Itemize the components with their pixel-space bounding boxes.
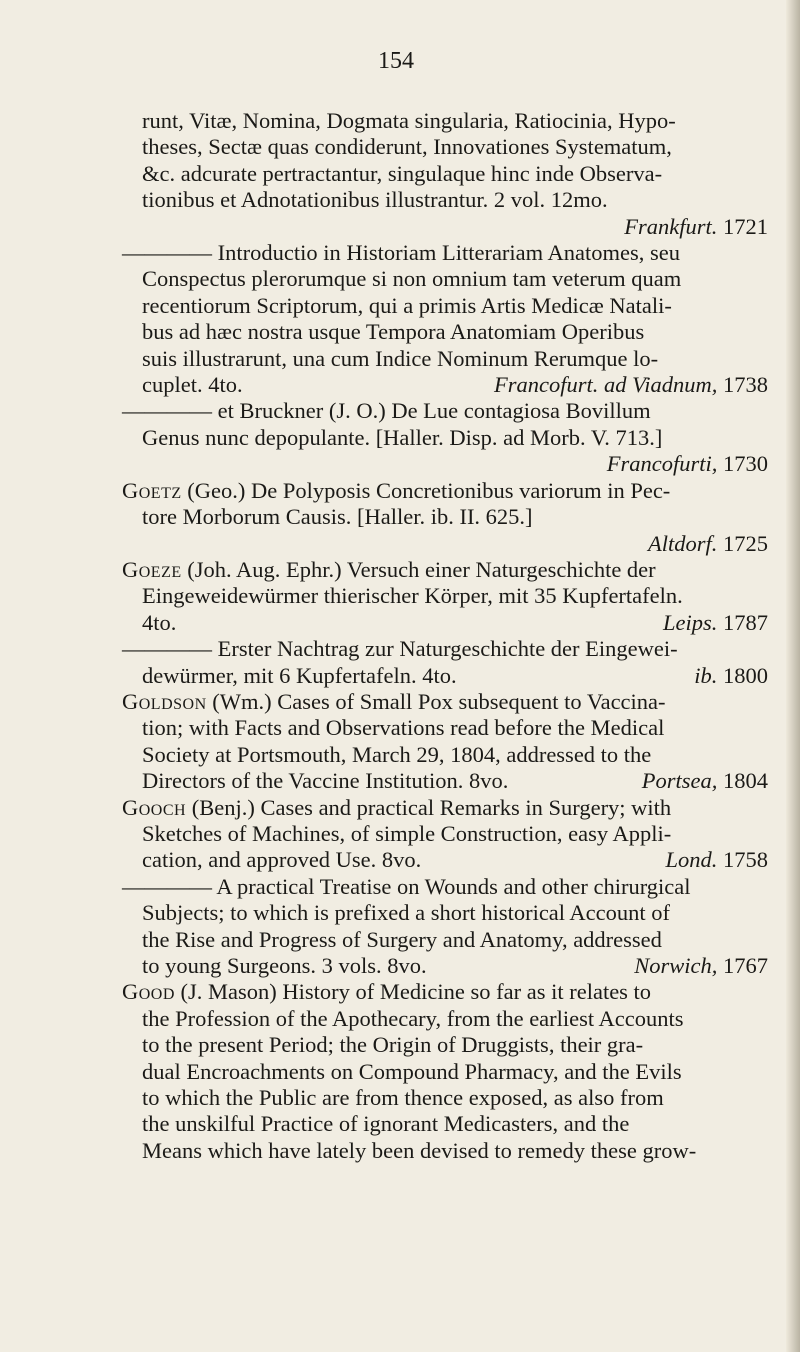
line-text: ———— Introductio in Historiam Litterariam Anatomes, seu xyxy=(122,240,681,266)
line-text: ———— A practical Treatise on Wounds and other chirurgical xyxy=(122,873,691,899)
imprint-year: 1787 xyxy=(723,609,768,635)
text-line xyxy=(122,900,768,926)
line-text: bus ad hæc nostra usque Tempora Anatomiam Operibus xyxy=(142,319,645,345)
text-line xyxy=(122,108,768,134)
author-surname: Good xyxy=(122,979,175,1005)
text-line xyxy=(122,610,768,636)
imprint-year: 1721 xyxy=(723,213,768,239)
line-text: 4to. xyxy=(142,609,177,635)
line-text: tore Morborum Causis. [Haller. ib. II. 625.] xyxy=(142,504,533,530)
text-line xyxy=(122,1111,768,1137)
text-line xyxy=(122,795,768,821)
author-surname: Gooch xyxy=(122,794,187,820)
line-text: (J. Mason) History of Medicine so far as it relates to xyxy=(174,979,652,1005)
text-line xyxy=(122,346,768,372)
author-surname: Goldson xyxy=(122,688,207,714)
line-text: to young Surgeons. 3 vols. 8vo. xyxy=(142,953,427,978)
line-text: Means which have lately been devised to remedy these grow- xyxy=(142,1137,697,1163)
line-text: Directors of the Vaccine Institution. 8vo. xyxy=(142,768,509,794)
text-line xyxy=(122,478,768,504)
text-line xyxy=(122,715,768,741)
text-line xyxy=(122,847,768,873)
line-text: Sketches of Machines, of simple Construction, easy Appli- xyxy=(142,820,672,846)
imprint-year: 1767 xyxy=(723,953,768,978)
line-text: theses, Sectæ quas condiderunt, Innovationes Systematum, xyxy=(142,134,672,160)
line-text: cation, and approved Use. 8vo. xyxy=(142,847,422,873)
text-line xyxy=(122,636,768,662)
line-text: the Rise and Progress of Surgery and Anatomy, addressed xyxy=(142,926,662,952)
line-text: runt, Vitæ, Nomina, Dogmata singularia, Ratiocinia, Hypo- xyxy=(142,108,676,133)
line-text: tion; with Facts and Observations read before the Medical xyxy=(142,715,665,741)
line-text: cuplet. 4to. xyxy=(142,372,243,398)
imprint-place: Lond. xyxy=(665,847,718,873)
line-text: &c. adcurate pertractantur, singulaque hinc inde Observa- xyxy=(142,160,663,186)
text-line xyxy=(122,398,768,424)
text-line xyxy=(122,979,768,1005)
imprint-place: Francofurt. ad Viadnum, xyxy=(494,372,718,398)
text-line xyxy=(122,1085,768,1111)
imprint xyxy=(694,663,768,689)
imprint-year: 1730 xyxy=(723,451,768,477)
text-line xyxy=(122,557,768,583)
text-line xyxy=(122,874,768,900)
line-text: dual Encroachments on Compound Pharmacy, and the Evils xyxy=(142,1058,682,1084)
imprint xyxy=(494,372,768,398)
text-line xyxy=(122,821,768,847)
imprint-place: Portsea, xyxy=(641,768,718,794)
line-text: to the present Period; the Origin of Druggists, their gra- xyxy=(142,1032,644,1058)
imprint-place: Francofurti, xyxy=(606,451,718,477)
text-line xyxy=(122,583,768,609)
text-line xyxy=(122,663,768,689)
imprint-year: 1800 xyxy=(723,662,768,688)
text-line xyxy=(122,1032,768,1058)
imprint xyxy=(663,610,768,636)
author-surname: Goeze xyxy=(122,556,182,582)
text-line xyxy=(122,161,768,187)
imprint-year: 1738 xyxy=(723,372,768,398)
line-text: dewürmer, mit 6 Kupfertafeln. 4to. xyxy=(142,662,457,688)
text-line xyxy=(122,1059,768,1085)
imprint-year: 1758 xyxy=(723,847,768,873)
imprint xyxy=(642,768,768,794)
line-text: Subjects; to which is prefixed a short historical Account of xyxy=(142,900,671,926)
page-edge-shadow xyxy=(786,0,800,1352)
line-text: (Benj.) Cases and practical Remarks in Surgery; with xyxy=(186,794,672,820)
page-number: 154 xyxy=(378,48,414,74)
line-text: recentiorum Scriptorum, qui a primis Artis Medicæ Natali- xyxy=(142,292,672,318)
imprint-year: 1725 xyxy=(723,530,768,556)
bibliography-text xyxy=(122,108,768,1164)
imprint xyxy=(648,531,768,557)
line-text: Eingeweidewürmer thierischer Körper, mit 35 Kupfertafeln. xyxy=(142,583,683,609)
text-line xyxy=(122,187,768,213)
text-line xyxy=(122,1138,768,1164)
imprint xyxy=(665,847,768,873)
line-text: (Geo.) De Polyposis Concretionibus variorum in Pec- xyxy=(181,477,671,503)
text-line xyxy=(122,451,768,477)
line-text: ———— et Bruckner (J. O.) De Lue contagiosa Bovillum xyxy=(122,398,651,424)
text-line xyxy=(122,425,768,451)
text-line xyxy=(122,214,768,240)
text-line xyxy=(122,768,768,794)
imprint-place: Frankfurt. xyxy=(624,213,718,239)
text-line xyxy=(122,742,768,768)
line-text: the unskilful Practice of ignorant Medicasters, and the xyxy=(142,1111,630,1137)
author-surname: Goetz xyxy=(122,477,182,503)
imprint xyxy=(634,953,768,979)
imprint-place: Altdorf. xyxy=(647,530,718,556)
text-line xyxy=(122,319,768,345)
imprint-place: Leips. xyxy=(662,609,718,635)
line-text: Genus nunc depopulante. [Haller. Disp. ad Morb. V. 713.] xyxy=(142,424,663,450)
line-text: tionibus et Adnotationibus illustrantur. 2 vol. 12mo. xyxy=(142,187,608,213)
line-text: suis illustrarunt, una cum Indice Nominum Rerumque lo- xyxy=(142,345,659,371)
line-text: to which the Public are from thence exposed, as also from xyxy=(142,1085,664,1111)
imprint-place: Norwich, xyxy=(634,953,718,978)
imprint xyxy=(607,451,768,477)
text-line xyxy=(122,372,768,398)
text-line xyxy=(122,531,768,557)
line-text: the Profession of the Apothecary, from the earliest Accounts xyxy=(142,1005,684,1031)
text-line xyxy=(122,927,768,953)
text-line xyxy=(122,293,768,319)
line-text: Conspectus plerorumque si non omnium tam veterum quam xyxy=(142,266,682,292)
imprint-year: 1804 xyxy=(723,768,768,794)
text-line xyxy=(122,1006,768,1032)
text-line xyxy=(122,953,768,979)
line-text: (Wm.) Cases of Small Pox subsequent to Vaccina- xyxy=(206,688,666,714)
text-line xyxy=(122,134,768,160)
text-line xyxy=(122,504,768,530)
text-line xyxy=(122,689,768,715)
imprint xyxy=(624,214,768,240)
line-text: ———— Erster Nachtrag zur Naturgeschichte der Eingewei- xyxy=(122,636,678,662)
text-line xyxy=(122,266,768,292)
text-line xyxy=(122,240,768,266)
imprint-place: ib. xyxy=(694,662,718,688)
line-text: (Joh. Aug. Ephr.) Versuch einer Naturgeschichte der xyxy=(181,556,656,582)
line-text: Society at Portsmouth, March 29, 1804, addressed to the xyxy=(142,741,652,767)
